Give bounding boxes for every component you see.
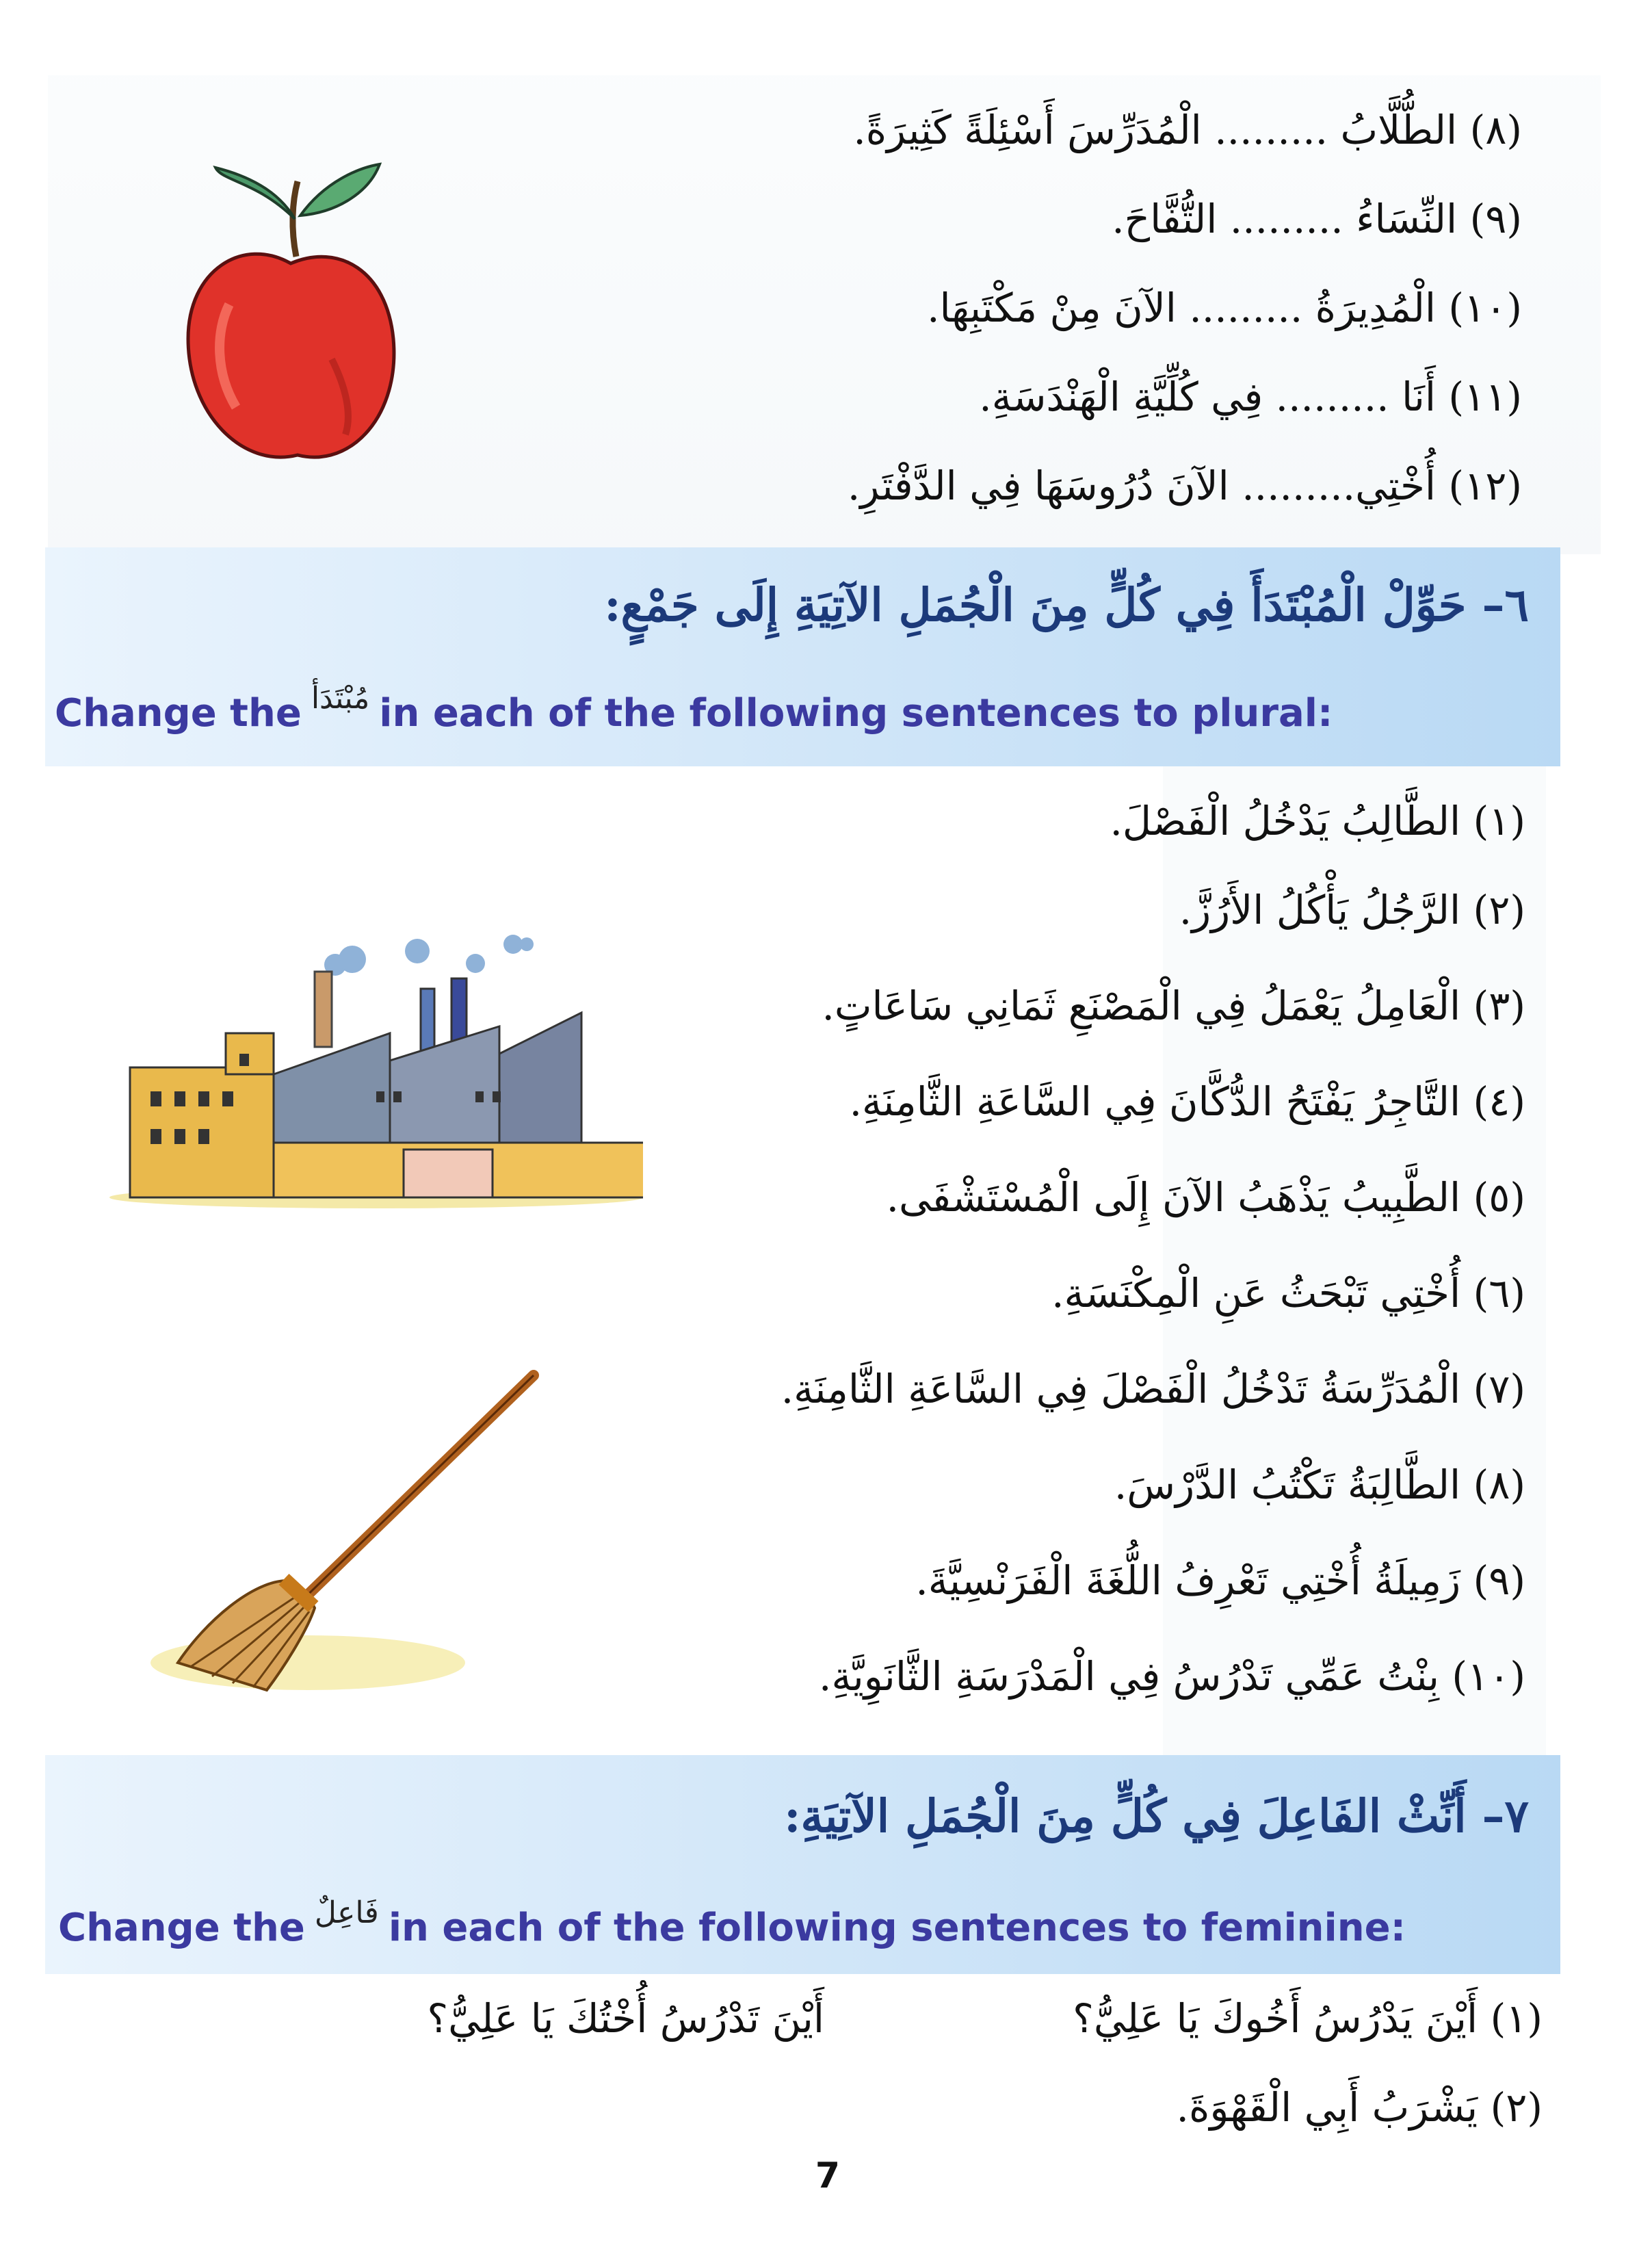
exercise-item: (٦) أُخْتِي تَبْحَثُ عَنِ الْمِكْنَسَةِ. bbox=[1051, 1270, 1525, 1316]
example-answer: أَيْنَ تَدْرُسُ أُخْتُكَ يَا عَلِيُّ؟ bbox=[427, 1995, 824, 2042]
exercise-line: (٩) النِّسَاءُ ......... التُّفَّاحَ. bbox=[1112, 196, 1522, 242]
page-number: 7 bbox=[815, 2155, 841, 2196]
arabic-term: فَاعِلٌ bbox=[314, 1895, 379, 1930]
exercise-item: (٥) الطَّبِيبُ يَذْهَبُ الآنَ إِلَى الْمُسْتَشْفَى. bbox=[886, 1174, 1525, 1221]
arabic-term: مُبْتَدَأ bbox=[311, 681, 370, 716]
exercise-item: (١٠) بِنْتُ عَمِّي تَدْرُسُ فِي الْمَدْرَسَةِ الثَّانَوِيَّةِ. bbox=[819, 1653, 1525, 1700]
english-instruction-end: in each of the following sentences to feminine: bbox=[388, 1906, 1406, 1950]
exercise-item: (١) الطَّالِبُ يَدْخُلُ الْفَصْلَ. bbox=[1110, 798, 1525, 844]
exercise-6-title-english bbox=[55, 681, 1333, 736]
english-instruction-start: Change the bbox=[55, 691, 302, 736]
exercise-item: (٧) الْمُدَرِّسَةُ تَدْخُلُ الْفَصْلَ فِي السَّاعَةِ الثَّامِنَةِ. bbox=[781, 1366, 1525, 1412]
english-instruction-start: Change the bbox=[58, 1906, 305, 1950]
exercise-item: (٢) الرَّجُلُ يَأْكُلُ الأَرُزَّ. bbox=[1179, 887, 1525, 933]
exercise-7-title-arabic: ٧– أَنِّثْ الفَاعِلَ فِي كُلٍّ مِنَ الْجُمَلِ الآتِيَةِ: bbox=[784, 1789, 1529, 1843]
exercise-line: (٨) الطُّلَّابُ ......... الْمُدَرِّسَ أَسْئِلَةً كَثِيرَةً. bbox=[853, 107, 1522, 153]
factory-illustration bbox=[103, 924, 643, 1211]
exercise-6-title-arabic: ٦– حَوِّلْ الْمُبْتَدَأَ فِي كُلٍّ مِنَ الْجُمَلِ الآتِيَةِ إِلَى جَمْعٍ: bbox=[604, 578, 1529, 632]
exercise-item: (٤) التَّاجِرُ يَفْتَحُ الدُّكَّانَ فِي السَّاعَةِ الثَّامِنَةِ. bbox=[849, 1078, 1525, 1125]
exercise-item: (٨) الطَّالِبَةُ تَكْتُبُ الدَّرْسَ. bbox=[1114, 1462, 1525, 1508]
exercise-7-title-english bbox=[58, 1895, 1406, 1950]
exercise-item: (١) أَيْنَ يَدْرُسُ أَخُوكَ يَا عَلِيُّ؟ bbox=[1073, 1995, 1543, 2042]
broom-illustration bbox=[130, 1362, 554, 1717]
exercise-line: (١٠) الْمُدِيرَةُ ......... الآنَ مِنْ مَكْتَبِهَا. bbox=[927, 285, 1522, 331]
exercise-item: (٣) الْعَامِلُ يَعْمَلُ فِي الْمَصْنَعِ ثَمَانِي سَاعَاتٍ. bbox=[822, 983, 1525, 1029]
apple-illustration bbox=[174, 154, 407, 476]
exercise-item: (٢) يَشْرَبُ أَبِي الْقَهْوَةَ. bbox=[1176, 2084, 1543, 2131]
exercise-line: (١٢) أُخْتِي......... الآنَ دُرُوسَهَا فِي الدَّفْتَرِ. bbox=[847, 463, 1522, 509]
english-instruction-end: in each of the following sentences to plural: bbox=[379, 691, 1333, 736]
exercise-line: (١١) أَنَا ......... فِي كُلِّيَّةِ الْهَنْدَسَةِ. bbox=[979, 374, 1522, 420]
exercise-item: (٩) زَمِيلَةُ أُخْتِي تَعْرِفُ اللُّغَةَ الْفَرَنْسِيَّةَ. bbox=[915, 1557, 1525, 1604]
